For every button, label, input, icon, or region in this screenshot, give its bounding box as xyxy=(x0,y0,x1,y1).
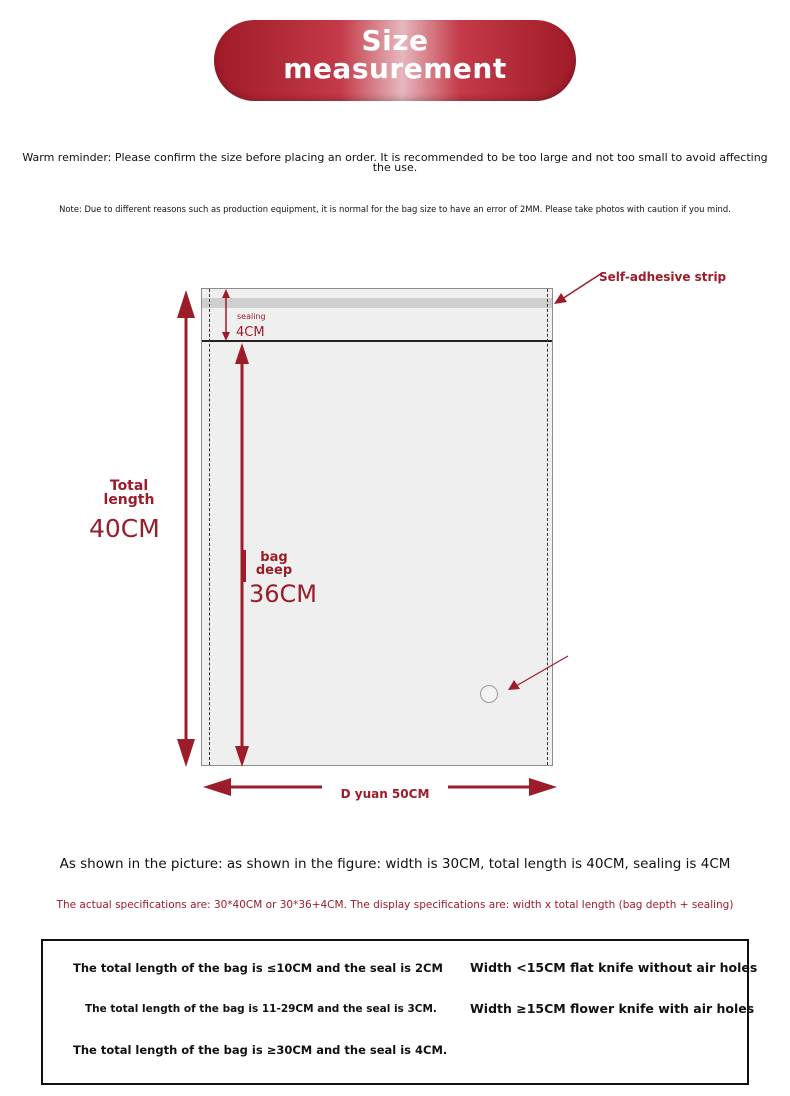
bag-deep-marker xyxy=(243,550,246,582)
self-adhesive-pointer-line xyxy=(562,273,602,299)
sealing-value: 4CM xyxy=(236,325,265,340)
seal-rule-long: The total length of the bag is ≥30CM and the seal is 4CM. xyxy=(73,1043,448,1057)
seal-rule-medium: The total length of the bag is 11-29CM and the seal is 3CM. xyxy=(85,1003,437,1015)
bag-depth-arrow-head-bottom xyxy=(235,746,249,767)
total-length-arrow-head-bottom xyxy=(177,739,195,767)
sealing-label: sealing xyxy=(237,312,266,321)
width-arrow-head-right xyxy=(529,778,557,796)
self-adhesive-pointer-head xyxy=(554,293,567,304)
width-label: D yuan 50CM xyxy=(340,787,430,801)
shown-description: As shown in the picture: as shown in the figure: width is 30CM, total length is 40CM, sealing is 4CM xyxy=(59,856,731,872)
bag-depth-arrow-head-top xyxy=(235,343,249,364)
error-note: Note: Due to different reasons such as production equipment, it is normal for the bag size to have an error of 2MM. Please take photos with caution if you mind. xyxy=(59,204,731,214)
bag-deep-value: 36CM xyxy=(249,580,318,608)
title-line-2: measurement xyxy=(283,52,507,85)
width-rule-narrow: Width <15CM flat knife without air holes xyxy=(470,960,758,975)
total-length-arrow-head-top xyxy=(177,290,195,318)
sealing-arrow-head-bottom xyxy=(222,332,230,341)
width-rule-wide: Width ≥15CM flower knife with air holes xyxy=(470,1001,755,1016)
width-arrow-head-left xyxy=(203,778,231,796)
total-length-label: Total length xyxy=(103,478,155,508)
actual-specification: The actual specifications are: 30*40CM or 30*36+4CM. The display specifications are: width x total length (bag depth + sealing) xyxy=(56,899,734,911)
total-length-value: 40CM xyxy=(89,514,160,543)
seal-rule-short: The total length of the bag is ≤10CM and the seal is 2CM xyxy=(73,961,443,975)
air-hole-pointer-line xyxy=(516,656,568,686)
warm-reminder: Warm reminder: Please confirm the size before placing an order. It is recommended to be too large and not too small to avoid affecting the use. xyxy=(22,151,768,174)
sealing-arrow-head-top xyxy=(222,289,230,298)
title-line-1: Size xyxy=(361,24,429,57)
self-adhesive-label: Self-adhesive strip xyxy=(599,270,727,284)
bag-deep-label: bag deep xyxy=(255,550,293,578)
